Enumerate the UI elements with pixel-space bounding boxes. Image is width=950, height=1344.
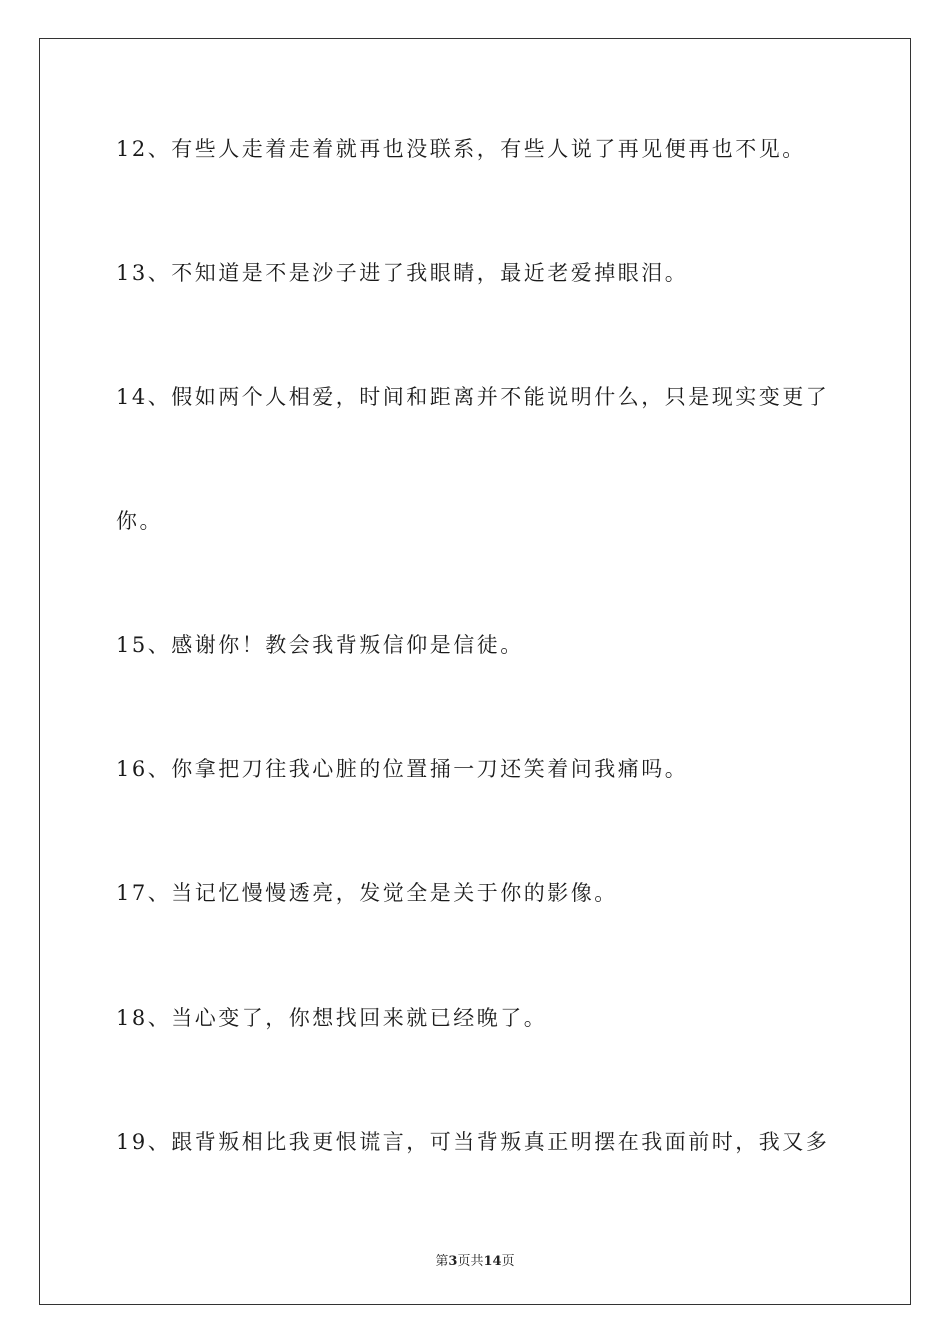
page-current: 3 <box>448 1254 458 1269</box>
text-line-15: 15、感谢你！教会我背叛信仰是信徒。 <box>116 633 524 657</box>
text-line-14: 14、假如两个人相爱，时间和距离并不能说明什么，只是现实变更了 <box>116 385 830 409</box>
text-line-17: 17、当记忆慢慢透亮，发觉全是关于你的影像。 <box>116 881 618 905</box>
page-footer <box>0 1250 950 1269</box>
page-prefix: 第 <box>435 1254 449 1269</box>
text-line-14-continued: 你。 <box>116 509 163 533</box>
text-line-13: 13、不知道是不是沙子进了我眼睛，最近老爱掉眼泪。 <box>116 261 689 285</box>
page-suffix: 页 <box>457 1254 471 1269</box>
page-frame <box>39 38 911 1305</box>
page-total: 14 <box>483 1254 502 1269</box>
text-line-16: 16、你拿把刀往我心脏的位置捅一刀还笑着问我痛吗。 <box>116 757 689 781</box>
text-line-19: 19、跟背叛相比我更恨谎言，可当背叛真正明摆在我面前时，我又多 <box>116 1130 830 1154</box>
total-prefix: 共 <box>470 1254 484 1269</box>
text-line-18: 18、当心变了，你想找回来就已经晚了。 <box>116 1006 548 1030</box>
total-suffix: 页 <box>501 1254 515 1269</box>
text-line-12: 12、有些人走着走着就再也没联系，有些人说了再见便再也不见。 <box>116 137 806 161</box>
